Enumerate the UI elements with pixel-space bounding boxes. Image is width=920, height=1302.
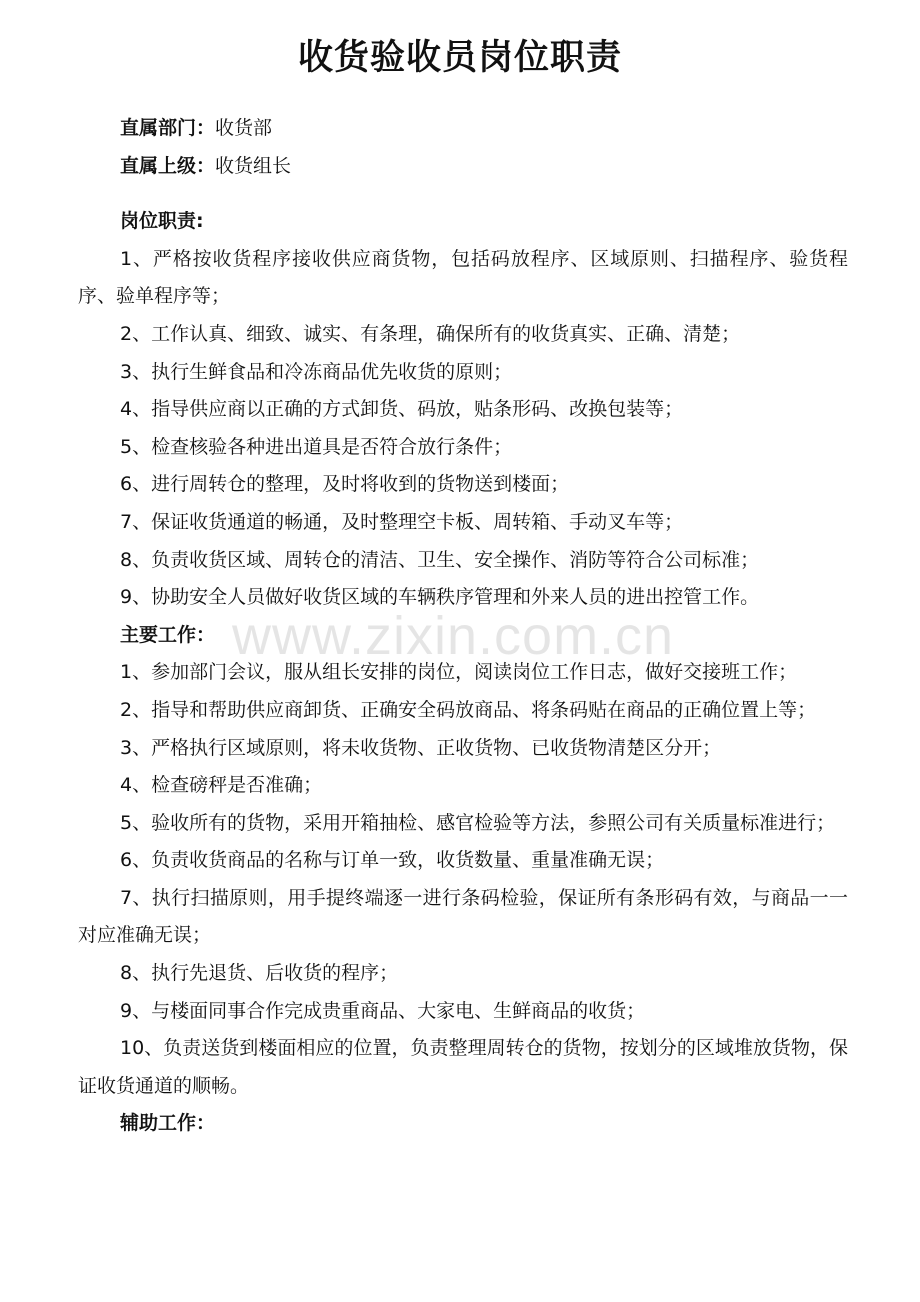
document-title: 收货验收员岗位职责	[297, 37, 622, 78]
main-work-item: 10、负责送货到楼面相应的位置，负责整理周转仓的货物，按划分的区域堆放货物，保证收货通道的顺畅。	[78, 1037, 848, 1097]
superior-line	[78, 148, 848, 186]
duty-item: 2、工作认真、细致、诚实、有条理，确保所有的收货真实、正确、清楚；	[120, 322, 741, 345]
main-work-item: 1、参加部门会议，服从组长安排的岗位，阅读岗位工作日志，做好交接班工作；	[120, 661, 798, 684]
department-value: 收货部	[215, 117, 273, 139]
duty-item: 6、进行周转仓的整理，及时将收到的货物送到楼面；	[120, 473, 570, 496]
main-work-item: 3、严格执行区域原则，将未收货物、正收货物、已收货物清楚区分开；	[120, 736, 722, 759]
main-work-item: 6、负责收货商品的名称与订单一致，收货数量、重量准确无误；	[120, 849, 665, 872]
duty-item: 4、指导供应商以正确的方式卸货、码放，贴条形码、改换包装等；	[120, 398, 684, 421]
document-body	[78, 110, 848, 1143]
duty-item: 1、严格按收货程序接收供应商货物，包括码放程序、区域原则、扫描程序、验货程序、验单程序等；	[78, 247, 848, 308]
department-line	[78, 110, 848, 148]
main-work-item: 5、验收所有的货物，采用开箱抽检、感官检验等方法，参照公司有关质量标准进行；	[120, 811, 836, 834]
main-work-item: 2、指导和帮助供应商卸货、正确安全码放商品、将条码贴在商品的正确位置上等；	[120, 698, 817, 721]
department-label: 直属部门：	[120, 117, 216, 139]
watermark: www.zixin.com.cn	[232, 606, 675, 666]
main-work-item: 4、检查磅秤是否准确；	[120, 774, 323, 797]
superior-value: 收货组长	[215, 154, 292, 177]
duty-item: 8、负责收货区域、周转仓的清洁、卫生、安全操作、消防等符合公司标准；	[120, 548, 760, 571]
superior-label: 直属上级：	[120, 154, 216, 177]
duty-item: 3、执行生鲜食品和冷冻商品优先收货的原则；	[120, 360, 513, 383]
duties-heading: 岗位职责:	[120, 210, 204, 233]
duty-item: 9、协助安全人员做好收货区域的车辆秩序管理和外来人员的进出控管工作。	[120, 586, 760, 609]
duty-item: 5、检查核验各种进出道具是否符合放行条件；	[120, 435, 513, 458]
main-work-heading: 主要工作：	[120, 623, 216, 646]
spacer	[78, 185, 848, 203]
main-work-item: 7、执行扫描原则，用手提终端逐一进行条码检验，保证所有条形码有效，与商品一一对应准确无误；	[78, 886, 848, 947]
main-work-item: 8、执行先退货、后收货的程序；	[120, 962, 399, 985]
aux-work-heading: 辅助工作：	[120, 1112, 216, 1135]
main-work-item: 9、与楼面同事合作完成贵重商品、大家电、生鲜商品的收货；	[120, 999, 646, 1022]
duty-item: 7、保证收货通道的畅通，及时整理空卡板、周转箱、手动叉车等；	[120, 510, 684, 533]
